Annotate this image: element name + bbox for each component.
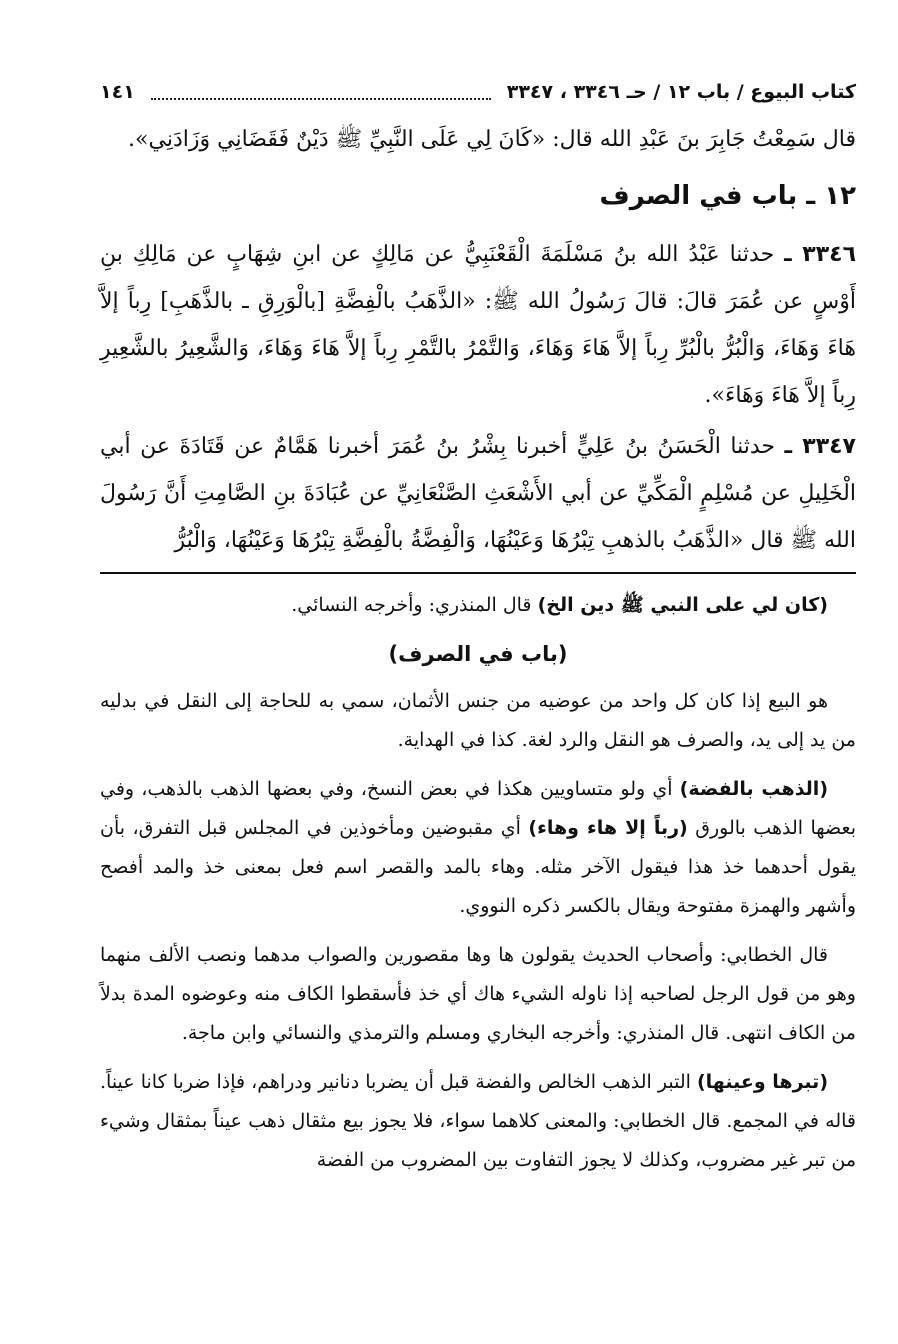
commentary-paragraph [100,1063,856,1180]
running-head-title: كتاب البيوع / باب ١٢ / حـ ٣٣٤٦ ، ٣٣٤٧ [506,81,856,103]
commentary-lemma: (كان لي على النبي ﷺ دين الخ) [537,594,828,616]
hadith-number: ٣٣٤٦ ـ [784,242,856,267]
hadith-number: ٣٣٤٧ ـ [784,434,856,459]
commentary-text: أي ولو متساويين هكذا في بعض النسخ، وفي بعضها الذهب بالذهب، وفي بعضها الذهب بالورق [100,778,856,839]
commentary-paragraph [100,586,856,625]
footnote-separator [100,572,856,574]
main-text [100,116,856,564]
hadith-text: حدثنا عَبْدُ الله بنُ مَسْلَمَةَ الْقَعْنَبِيُّ عن مَالِكٍ عن ابنِ شِهَابٍ عن مَالِكِ بنِ أَوْسٍ عن عُمَرَ قالَ: قالَ رَسُولُ الله ﷺ: «الذَّهَبُ بالْفِضَّةِ [بالْوَرِقِ ـ بالذَّهَبِ] رِباً إلاَّ هَاءَ وَهَاءَ، وَالْبُرُّ بالْبُرِّ رِباً إلاَّ هَاءَ وَهَاءَ، وَالتَّمْرُ بالتَّمْرِ رِباً إلاَّ هَاءَ وَهَاءَ، وَالشَّعِيرُ بالشَّعِيرِ رِباً إلاَّ هَاءَ وَهَاءَ». [100,242,856,408]
chapter-heading: ١٢ ـ باب في الصرف [599,181,856,211]
hadith-3347 [100,423,856,564]
commentary-text: قال المنذري: وأخرجه النسائي. [291,594,538,616]
hadith-3346 [100,231,856,419]
running-head [100,72,856,112]
commentary-paragraph: هو البيع إذا كان كل واحد من عوضيه من جنس الأثمان، سمي به للحاجة إلى النقل في بدليه من يد إلى يد، والصرف هو النقل والرد لغة. كذا في الهداية. [100,690,856,751]
commentary-text: التبر الذهب الخالص والفضة قبل أن يضربا دنانير ودراهم، فإذا ضربا كانا عيناً. قاله في المجمع. قال الخطابي: والمعنى كلاهما سواء، فلا يجوز بيع مثقال ذهب عيناً بمثقال وشيء من تبر غير مضروب، وكذلك لا يجوز التفاوت بين المضروب من الفضة [100,1071,856,1171]
page-number: ١٤١ [100,81,135,103]
commentary-paragraph: قال الخطابي: وأصحاب الحديث يقولون ها وها مقصورين والصواب مدهما ونصب الألف منهما وهو من قول الرجل لصاحبه إذا ناوله الشيء هاك أي خذ فأسقطوا الكاف منه وعوضوه المدة بدلاً من الكاف انتهى. قال المنذري: وأخرجه البخاري ومسلم والترمذي والنسائي وابن ماجة. [100,944,856,1044]
commentary-paragraph [100,770,856,926]
commentary-lemma: (رباً إلا هاء وهاء) [528,817,688,839]
hadith-text: حدثنا الْحَسَنُ بنُ عَلِيٍّ أخبرنا بِشْرُ بنُ عُمَرَ أخبرنا هَمَّامٌ عن قَتَادَةَ عن أبي الْخَلِيلِ عن مُسْلِمٍ الْمَكِّيِّ عن أبي الأَشْعَثِ الصَّنْعَانِيِّ عن عُبَادَةَ بنِ الصَّامِتِ أَنَّ رَسُولَ الله ﷺ قال «الذَّهَبُ بالذهبِ تِبْرُهَا وَعَيْنُهَا، وَالْفِضَّةُ بالْفِضَّةِ تِبْرُهَا وَعَيْنُهَا، وَالْبُرُّ [100,434,856,553]
commentary [100,586,856,1180]
commentary-lemma: (تبرها وعينها) [696,1071,828,1093]
commentary-lemma: (الذهب بالفضة) [679,778,828,800]
previous-hadith-tail: قال سَمِعْتُ جَابِرَ بنَ عَبْدِ الله قال: «كَانَ لِي عَلَى النَّبِيِّ ﷺ دَيْنٌ فَقَضَانِي وَزَادَنِي». [128,127,856,152]
leader-dots [151,84,491,100]
book-page [100,72,856,1190]
commentary-text: أي مقبوضين ومأخوذين في المجلس قبل التفرق، بأن يقول أحدهما خذ هذا فيقول الآخر مثله. وهاء بالمد والقصر اسم فعل بمعنى خذ والمد أفصح وأشهر والهمزة مفتوحة ويقال بالكسر ذكره النووي. [100,817,856,917]
commentary-chapter-heading: (باب في الصرف) [388,642,568,666]
